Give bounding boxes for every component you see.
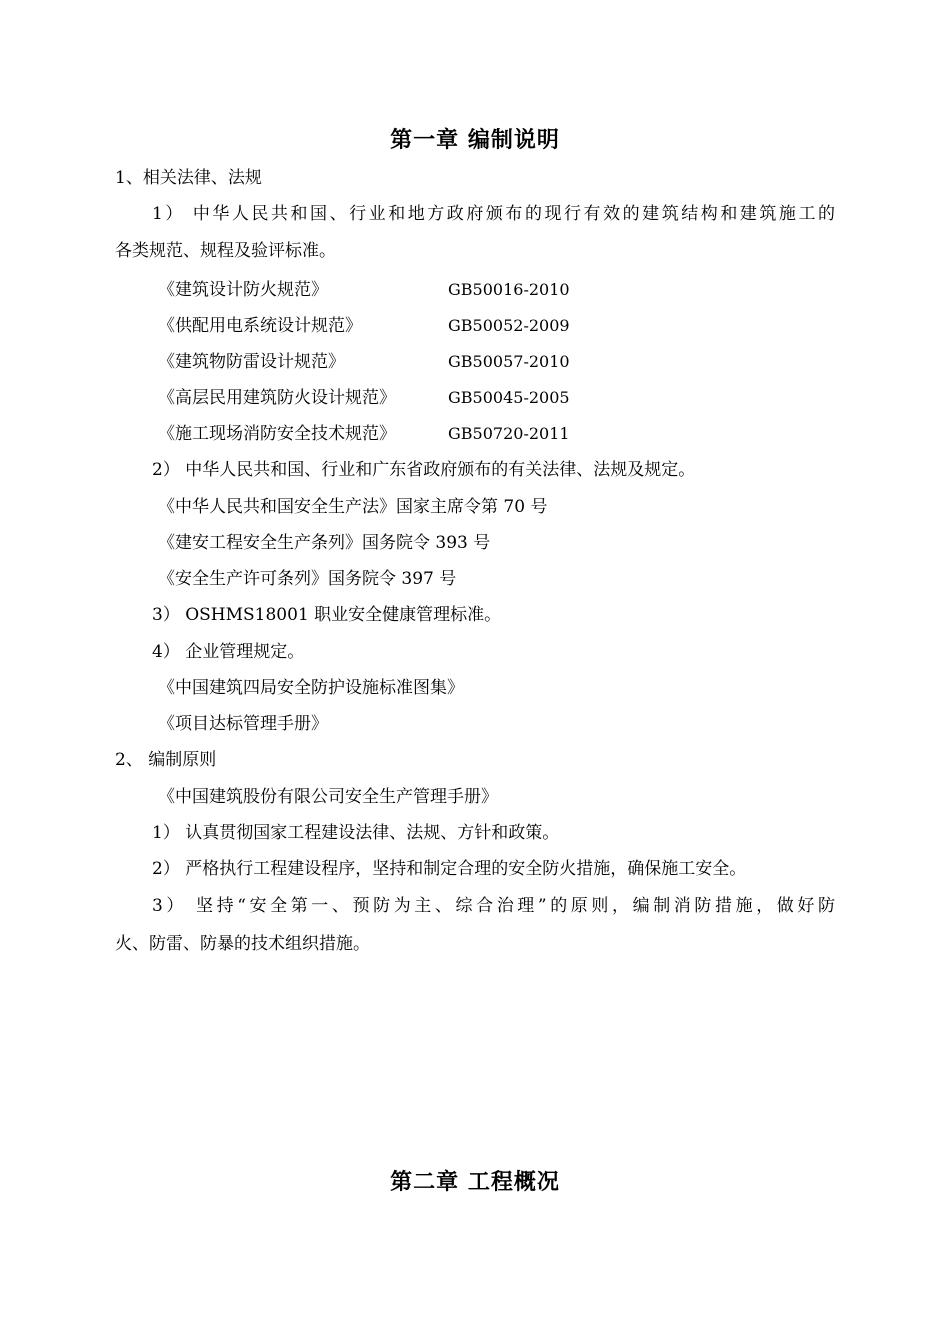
chapter-1-title: 第一章 编制说明: [390, 128, 560, 153]
law-item: 《建安工程安全生产条列》国务院令 393 号: [158, 533, 491, 553]
standard-code: GB50057-2010: [448, 352, 570, 371]
law-item: 《安全生产许可条列》国务院令 397 号: [158, 569, 457, 589]
company-doc: 《中国建筑四局安全防护设施标准图集》: [158, 678, 464, 698]
safety-manual: 《中国建筑股份有限公司安全生产管理手册》: [158, 787, 498, 807]
standard-name: 《施工现场消防安全技术规范》: [158, 424, 396, 444]
section-2-heading: 2、 编制原则: [115, 750, 217, 770]
item-2: 2） 中华人民共和国、行业和广东省政府颁布的有关法律、法规及规定。: [152, 460, 696, 480]
standard-name: 《供配用电系统设计规范》: [158, 316, 362, 336]
company-doc: 《项目达标管理手册》: [158, 714, 328, 734]
principle-2: 2） 严格执行工程建设程序，坚持和制定合理的安全防火措施，确保施工安全。: [152, 859, 747, 879]
standard-name: 《高层民用建筑防火设计规范》: [158, 388, 396, 408]
section-1-heading: 1、相关法律、法规: [115, 168, 262, 188]
standard-name: 《建筑设计防火规范》: [158, 280, 328, 300]
item-1-line-1: 1） 中华人民共和国、行业和地方政府颁布的现行有效的建筑结构和建筑施工的: [152, 204, 835, 224]
principle-3-line-2: 火、防雷、防暴的技术组织措施。: [115, 934, 370, 954]
chapter-2-title: 第二章 工程概况: [390, 1170, 560, 1195]
standard-code: GB50720-2011: [448, 424, 570, 443]
item-4: 4） 企业管理规定。: [152, 642, 305, 662]
item-1-line-2: 各类规范、规程及验评标准。: [115, 241, 336, 261]
standard-code: GB50016-2010: [448, 280, 570, 299]
standard-name: 《建筑物防雷设计规范》: [158, 352, 345, 372]
law-item: 《中华人民共和国安全生产法》国家主席令第 70 号: [158, 497, 548, 517]
principle-1: 1） 认真贯彻国家工程建设法律、法规、方针和政策。: [152, 823, 560, 843]
principle-3-line-1: 3） 坚持“安全第一、预防为主、综合治理”的原则，编制消防措施，做好防: [152, 896, 835, 916]
item-3: 3） OSHMS18001 职业安全健康管理标准。: [152, 605, 502, 625]
standard-code: GB50045-2005: [448, 388, 570, 407]
standard-code: GB50052-2009: [448, 316, 570, 335]
